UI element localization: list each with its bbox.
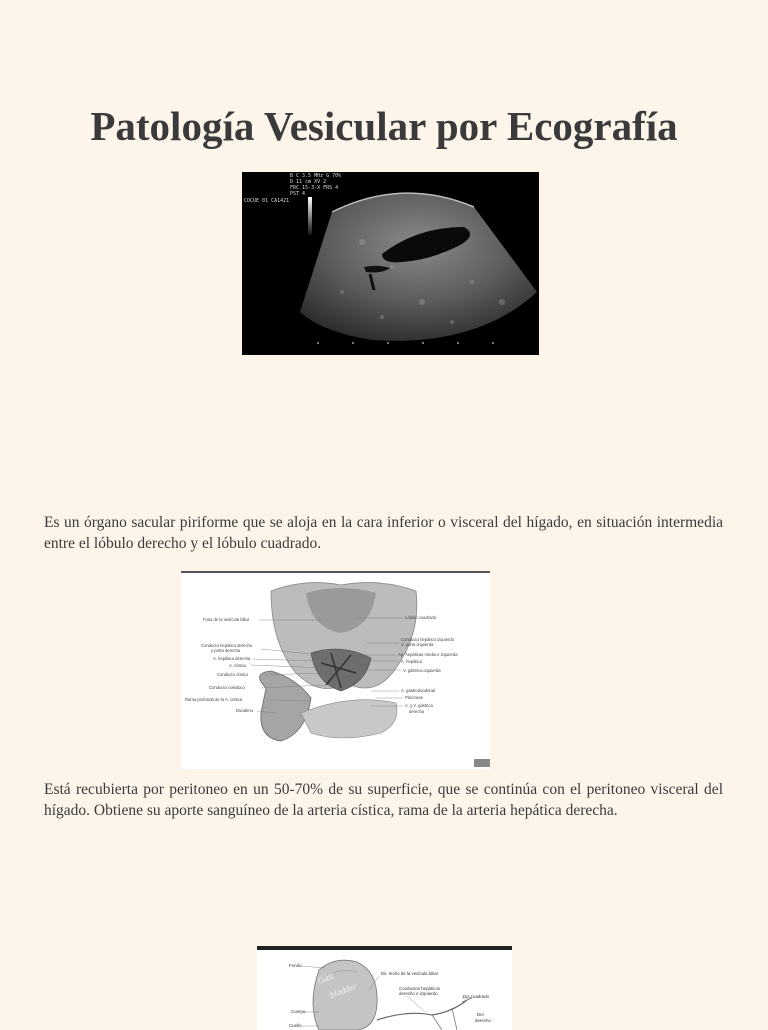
paragraph-intro: Es un órgano sacular piriforme que se aloja en la cara inferior o visceral del hígado, en situación intermedia entre el lóbulo derecho y el lóbulo cuadrado.	[44, 514, 723, 552]
figure-label: Ap. hepáticas media e izquierda	[398, 652, 458, 657]
figure-label: derecho	[475, 1018, 491, 1023]
figure-label: bladder	[328, 980, 358, 1000]
figure-label: V. porta izquierda	[401, 642, 434, 647]
ultrasound-overlay-line: FRC 15-3-X FRS 4	[290, 185, 339, 191]
figure-label: Conductos hepáticos	[399, 986, 441, 991]
figure-label: A. y V. gástrica	[405, 703, 433, 708]
ultrasound-overlay-line: B C 3.5 MHz G 70%	[290, 173, 342, 179]
figure-label: A. cística	[229, 663, 246, 668]
page-title: Patología Vesicular por Ecografía	[90, 103, 678, 149]
ultrasound-overlay-line: D 11 cm XV 2	[290, 179, 327, 185]
anatomy-figure-gallbladder	[257, 946, 512, 1030]
figure-label: Del	[477, 1012, 484, 1017]
figure-label: Páncreas	[405, 695, 423, 700]
figure-label: derecho e izquierdo	[399, 991, 438, 996]
figure-label: Conducto colédoco	[209, 685, 245, 690]
ultrasound-image	[242, 172, 539, 355]
figure-label: Dct.cuadrado	[463, 994, 490, 999]
anatomy-figure-liver-underside	[181, 571, 490, 769]
figure-label: Fondo	[289, 963, 302, 968]
figure-label: Dir. techo de la vesícula biliar	[381, 971, 439, 976]
figure-label: Cuello	[289, 1023, 302, 1028]
paragraph-peritoneum: Está recubierta por peritoneo en un 50-70% de su superficie, que se continúa con el peritoneo visceral del hígado. Obtiene su aporte sanguíneo de la arteria cística, rama de la arteria hepática derecha.	[44, 781, 723, 819]
figure-label: V. gástrica izquierda	[403, 668, 441, 673]
figure-label: A. gastroduodenal	[401, 688, 435, 693]
figure-label: Duodeno	[236, 708, 253, 713]
figure-label: Rama profunda de la A. cística	[185, 697, 243, 702]
ultrasound-overlay-line: PST 4	[290, 191, 306, 197]
figure-label: Conducto hepático izquierdo	[401, 637, 455, 642]
figure-label: derecha	[409, 709, 425, 714]
figure-label: Lóbulo cuadrado	[405, 615, 437, 620]
figure-label: Fosa de la vesícula biliar	[203, 617, 250, 622]
figure-label: Conducto hepático derecho	[201, 643, 253, 648]
figure-label: A. hepática derecha	[213, 656, 251, 661]
figure-label: Conducto cístico	[217, 672, 248, 677]
figure-label: y porta derecha	[211, 648, 241, 653]
figure-label: Cuerpo	[291, 1009, 306, 1014]
ultrasound-probe-label: COCUE 01 CA1421	[244, 198, 290, 204]
figure-label: Gall	[316, 971, 335, 986]
figure-label: A. hepática	[401, 659, 422, 664]
